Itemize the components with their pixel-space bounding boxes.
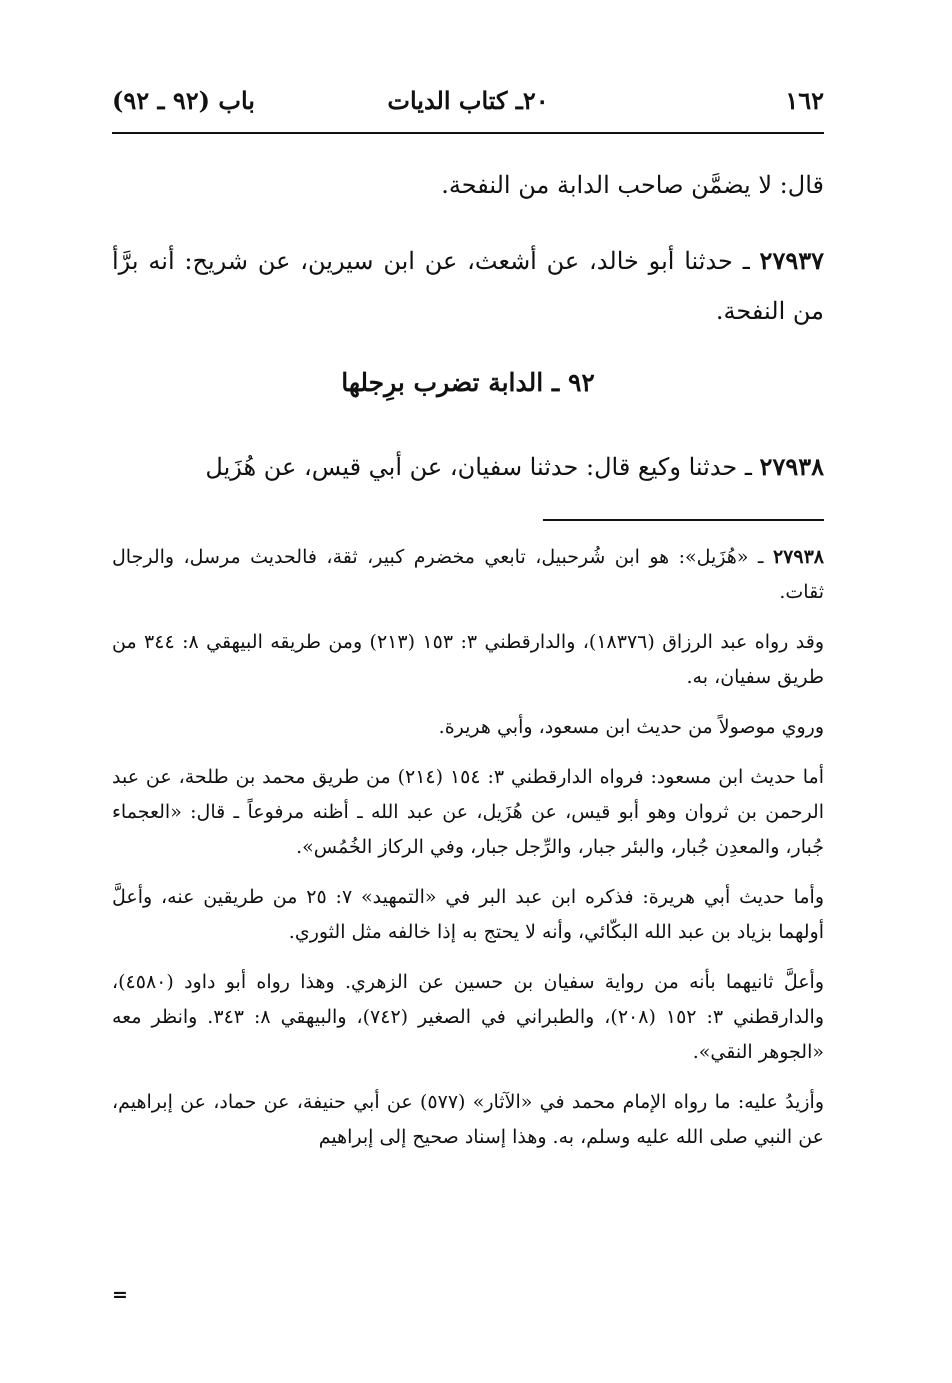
footnote-text: ـ «هُزَيل»: هو ابن شُرحبيل، تابعي مخضرم كبير، ثقة، فالحديث مرسل، والرجال ثقات. bbox=[112, 546, 824, 603]
hadith-paragraph bbox=[112, 442, 824, 492]
footnote-paragraph: وأزيدُ عليه: ما رواه الإمام محمد في «الآثار» (٥٧٧) عن أبي حنيفة، عن حماد، عن إبراهيم، عن النبي صلى الله عليه وسلم، به. وهذا إسناد صحيح إلى إبراهيم bbox=[112, 1091, 825, 1148]
footnote-number: ٢٧٩٣٨ bbox=[772, 546, 824, 568]
section-title: ٩٢ ـ الدابة تضرب برِجلها bbox=[341, 368, 595, 397]
book-title: ٢٠ـ كتاب الديات bbox=[387, 86, 549, 115]
page-number: ١٦٢ bbox=[785, 86, 824, 115]
hadith-paragraph bbox=[112, 236, 824, 336]
footnote-paragraph: وقد رواه عبد الرزاق (١٨٣٧٦)، والدارقطني ٣: ١٥٣ (٢١٣) ومن طريقه البيهقي ٨: ٣٤٤ من طريق سفيان، به. bbox=[112, 631, 824, 688]
footnote-paragraph: أما حديث ابن مسعود: فرواه الدارقطني ٣: ١٥٤ (٢١٤) من طريق محمد بن طلحة، عن عبد الرحمن بن ثروان وهو أبو قيس، عن هُزَيل، عن عبد الله ـ أظنه مرفوعاً ـ قال: «العجماء جُبار، والمعدِن جُبار، والبئر جبار، والرِّجل جبار، وفي الركاز الخُمُس». bbox=[112, 766, 825, 858]
footnotes bbox=[112, 540, 824, 1170]
footnote-paragraph: وأعلَّ ثانيهما بأنه من رواية سفيان بن حسين عن الزهري. وهذا رواه أبو داود (٤٥٨٠)، والدارقطني ٣: ١٥٢ (٢٠٨)، والطبراني في الصغير (٧٤٢)، والبيهقي ٨: ٣٤٣. وانظر معه «الجوهر النقي». bbox=[112, 971, 825, 1063]
hadith-27938 bbox=[112, 442, 824, 492]
header-rule bbox=[112, 132, 824, 134]
chapter-range: باب (٩٢ ـ ٩٢) bbox=[112, 86, 255, 115]
hadith-text: ـ حدثنا أبو خالد، عن أشعث، عن ابن سيرين، عن شريح: أنه برَّأ من النفحة. bbox=[112, 247, 824, 325]
footnote-paragraph bbox=[112, 540, 824, 610]
page-header bbox=[112, 86, 824, 126]
footnote-separator bbox=[543, 519, 824, 521]
main-text-block-1 bbox=[112, 160, 824, 210]
continuation-mark: = bbox=[112, 1284, 128, 1306]
hadith-number: ٢٧٩٣٧ bbox=[759, 246, 824, 275]
hadith-27937 bbox=[112, 236, 824, 336]
hadith-text: ـ حدثنا وكيع قال: حدثنا سفيان، عن أبي قيس، عن هُزَيل bbox=[205, 453, 760, 481]
footnote-paragraph: وأما حديث أبي هريرة: فذكره ابن عبد البر في «التمهيد» ٧: ٢٥ من طريقين عنه، وأعلَّ أولهما بزياد بن عبد الله البكّائي، وأنه لا يحتج به إذا خالفه مثل الثوري. bbox=[112, 886, 824, 943]
footnote-paragraph: وروي موصولاً من حديث ابن مسعود، وأبي هريرة. bbox=[438, 716, 824, 738]
hadith-number: ٢٧٩٣٨ bbox=[759, 452, 824, 481]
opening-line: قال: لا يضمَّن صاحب الدابة من النفحة. bbox=[441, 171, 824, 199]
